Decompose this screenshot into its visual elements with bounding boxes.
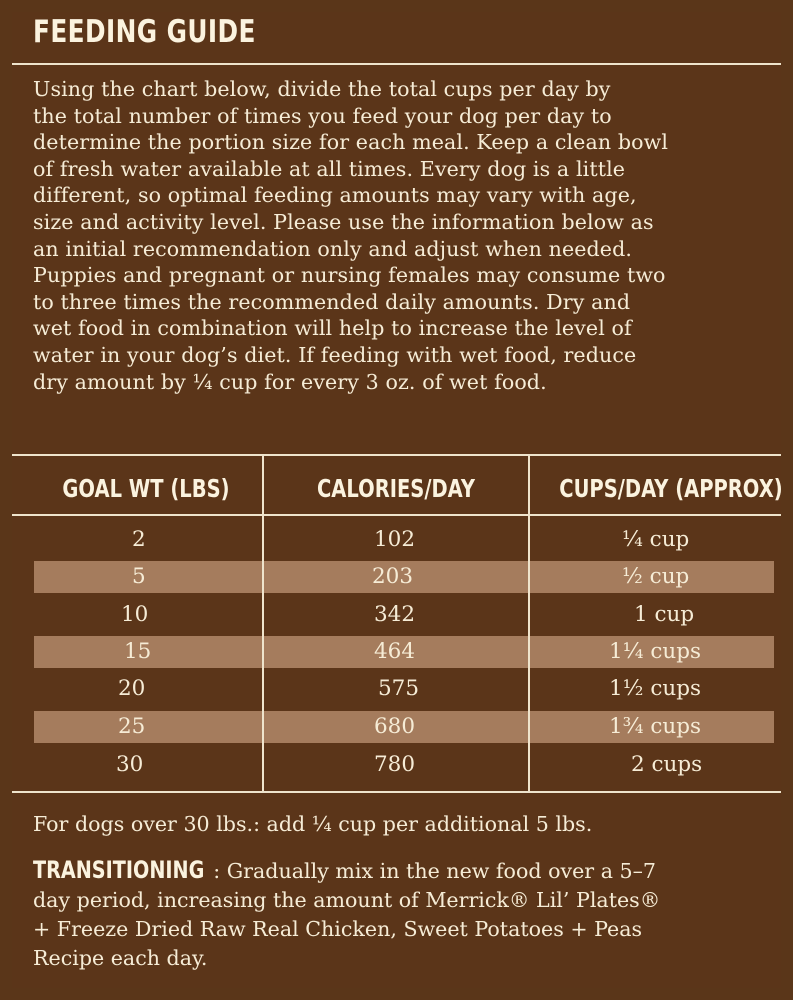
intro-line: the total number of times you feed your dog per day to bbox=[33, 103, 612, 128]
intro-line: Using the chart below, divide the total cups per day by bbox=[33, 77, 611, 101]
page-title: FEEDING GUIDE bbox=[33, 14, 256, 50]
table-cell-weight: 5 bbox=[132, 564, 146, 589]
table-cell-weight: 2 bbox=[132, 527, 146, 552]
feeding-table bbox=[12, 455, 781, 791]
intro-line: to three times the recommended daily amounts. Dry and bbox=[33, 289, 631, 314]
table-cell-cups: 2 cups bbox=[631, 752, 703, 777]
transition-paragraph bbox=[33, 856, 773, 973]
table-cell-weight: 30 bbox=[116, 752, 144, 777]
transition-line: : Gradually mix in the new food over a 5–7 bbox=[213, 859, 657, 883]
table-cell-cups: 1 cup bbox=[634, 602, 695, 627]
table-cell-calories: 680 bbox=[374, 714, 416, 739]
transition-line: Recipe each day. bbox=[33, 946, 208, 970]
intro-line: an initial recommendation only and adjust when needed. bbox=[33, 236, 633, 261]
title-divider bbox=[12, 63, 781, 65]
table-cell-weight: 20 bbox=[118, 676, 146, 701]
transition-line: + Freeze Dried Raw Real Chicken, Sweet Potatoes + Peas bbox=[33, 917, 643, 941]
intro-line: different, so optimal feeding amounts may vary with age, bbox=[33, 183, 637, 208]
intro-line: water in your dog’s diet. If feeding with wet food, reduce bbox=[33, 342, 637, 367]
intro-line: size and activity level. Please use the information below as bbox=[33, 209, 654, 234]
table-cell-weight: 15 bbox=[124, 639, 152, 664]
table-cell-cups: ½ cup bbox=[622, 564, 690, 589]
column-divider bbox=[528, 455, 530, 791]
table-cell-weight: 25 bbox=[118, 714, 146, 739]
table-cell-calories: 575 bbox=[378, 676, 420, 701]
column-header-cups: CUPS/DAY (APPROX) bbox=[559, 474, 783, 503]
table-cell-calories: 203 bbox=[372, 564, 414, 589]
table-cell-cups: 1¾ cups bbox=[609, 714, 702, 739]
intro-line: determine the portion size for each meal. Keep a clean bowl bbox=[33, 130, 669, 155]
transition-heading: TRANSITIONING bbox=[33, 856, 205, 884]
column-divider bbox=[262, 455, 264, 791]
table-cell-calories: 464 bbox=[374, 639, 416, 664]
header-divider bbox=[12, 514, 781, 516]
intro-line: dry amount by ¼ cup for every 3 oz. of wet food. bbox=[33, 369, 547, 394]
intro-line: of fresh water available at all times. Every dog is a little bbox=[33, 156, 626, 181]
table-cell-calories: 102 bbox=[374, 527, 416, 552]
table-cell-calories: 342 bbox=[374, 602, 416, 627]
table-bottom-divider bbox=[12, 791, 781, 793]
intro-line: Puppies and pregnant or nursing females may consume two bbox=[33, 263, 666, 288]
table-cell-calories: 780 bbox=[374, 752, 416, 777]
large-dog-note: For dogs over 30 lbs.: add ¼ cup per additional 5 lbs. bbox=[33, 812, 593, 836]
table-cell-cups: 1½ cups bbox=[609, 676, 702, 701]
intro-line: wet food in combination will help to increase the level of bbox=[33, 316, 632, 341]
table-cell-cups: ¼ cup bbox=[622, 527, 690, 552]
transition-first-line bbox=[33, 856, 773, 886]
table-cell-weight: 10 bbox=[121, 602, 149, 627]
table-cell-cups: 1¼ cups bbox=[609, 639, 702, 664]
intro-paragraph bbox=[33, 76, 773, 395]
transition-line: day period, increasing the amount of Merrick® Lil’ Plates® bbox=[33, 888, 661, 912]
column-header-goal-weight: GOAL WT (LBS) bbox=[62, 474, 230, 503]
column-header-calories: CALORIES/DAY bbox=[316, 474, 475, 503]
